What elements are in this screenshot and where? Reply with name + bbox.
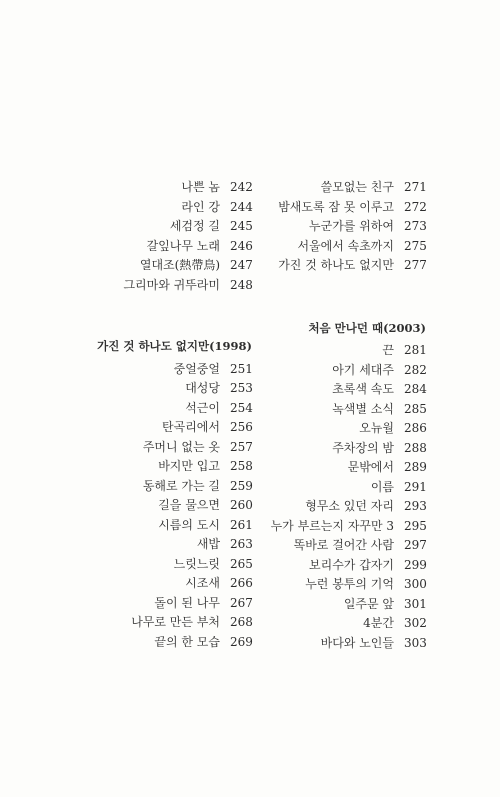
entry-title: 길을 물으면 [158, 498, 220, 512]
toc-entry [206, 634, 426, 654]
entry-title: 이름 [370, 479, 394, 494]
toc-entry [206, 517, 426, 537]
entry-page-number: 295 [404, 518, 427, 533]
toc-right-column [206, 178, 426, 653]
entry-title: 누런 봉투의 기억 [305, 577, 394, 591]
entry-title: 주머니 없는 옷 [142, 439, 220, 454]
entry-page-number: 300 [404, 577, 427, 591]
entry-title: 나쁜 놈 [181, 180, 220, 194]
toc-entry [206, 341, 426, 361]
section-heading: 처음 만나던 때(2003) [308, 320, 426, 335]
section-spacer [206, 276, 426, 319]
entry-page-number: 286 [404, 421, 427, 435]
entry-page-number: 273 [404, 219, 427, 233]
entry-title: 일주문 앞 [343, 596, 394, 611]
entry-title: 누군가를 위하여 [309, 219, 394, 233]
entry-page-number: 272 [404, 199, 427, 214]
toc-entry [206, 217, 426, 237]
entry-page-number: 258 [230, 459, 253, 473]
entry-page-number: 254 [230, 400, 253, 415]
entry-title: 세검정 길 [169, 219, 220, 233]
entry-page-number: 259 [230, 478, 253, 493]
entry-page-number: 248 [230, 277, 253, 292]
entry-page-number: 299 [404, 557, 427, 572]
entry-title: 가진 것 하나도 없지만 [278, 258, 394, 272]
entry-title: 4분간 [363, 616, 394, 630]
entry-page-number: 291 [404, 479, 427, 494]
entry-title: 새밥 [196, 537, 220, 551]
entry-title: 초록색 속도 [332, 382, 394, 396]
entry-page-number: 293 [404, 499, 427, 513]
entry-title: 대성당 [185, 381, 220, 395]
entry-title: 시조새 [185, 576, 220, 590]
entry-page-number: 289 [404, 460, 427, 474]
entry-title: 서울에서 속초까지 [297, 238, 394, 253]
entry-page-number: 257 [230, 439, 253, 454]
entry-page-number: 266 [230, 576, 253, 590]
entry-page-number: 269 [230, 634, 253, 649]
entry-page-number: 277 [404, 258, 427, 272]
entry-title: 밤새도록 잠 못 이루고 [278, 199, 394, 214]
entry-title: 쓸모없는 친구 [320, 180, 394, 194]
entry-title: 석근이 [185, 400, 220, 415]
toc-entry [206, 575, 426, 595]
entry-title: 똑바로 걸어간 사람 [293, 538, 394, 552]
toc-entry [206, 256, 426, 276]
entry-title: 녹색별 소식 [332, 401, 394, 416]
entry-page-number: 285 [404, 401, 427, 416]
entry-title: 끈 [382, 343, 394, 357]
entry-page-number: 261 [230, 517, 253, 532]
toc-entry [206, 178, 426, 198]
entry-page-number: 301 [404, 596, 427, 611]
toc-entry [206, 419, 426, 439]
entry-page-number: 251 [230, 361, 253, 376]
entry-title: 중얼중얼 [173, 361, 220, 376]
entry-page-number: 260 [230, 498, 253, 512]
entry-page-number: 281 [404, 343, 427, 357]
entry-page-number: 247 [230, 258, 253, 272]
entry-page-number: 256 [230, 420, 253, 434]
toc-entry [206, 361, 426, 381]
entry-title: 문밖에서 [347, 460, 394, 474]
entry-title: 주차장의 밤 [332, 440, 394, 455]
entry-page-number: 267 [230, 595, 253, 610]
entry-page-number: 284 [404, 382, 427, 396]
entry-title: 탄곡리에서 [162, 420, 220, 434]
entry-page-number: 263 [230, 537, 253, 551]
entry-title: 바지만 입고 [158, 459, 220, 473]
toc-entry [206, 497, 426, 517]
entry-title: 느릿느릿 [173, 556, 220, 571]
entry-page-number: 303 [404, 635, 427, 650]
toc-entry [206, 400, 426, 420]
entry-title: 열대조(熱帶鳥) [139, 258, 220, 272]
entry-title: 오뉴월 [359, 421, 394, 435]
toc-entry [206, 536, 426, 556]
toc-entry [206, 458, 426, 478]
entry-page-number: 297 [404, 538, 427, 552]
entry-page-number: 242 [230, 180, 253, 194]
entry-title: 바다와 노인들 [320, 635, 394, 650]
entry-page-number: 245 [230, 219, 253, 233]
entry-page-number: 265 [230, 556, 253, 571]
entry-title: 보리수가 갑자기 [309, 557, 394, 572]
entry-page-number: 288 [404, 440, 427, 455]
toc-entry [206, 614, 426, 634]
entry-title: 누가 부르는지 자꾸만 3 [270, 518, 394, 533]
entry-title: 라인 강 [181, 199, 220, 214]
toc-entry [206, 380, 426, 400]
entry-title: 아기 세대주 [332, 362, 394, 377]
toc-entry [206, 198, 426, 218]
entry-page-number: 268 [230, 615, 253, 629]
entry-page-number: 271 [404, 180, 427, 194]
toc-entry [206, 478, 426, 498]
entry-title: 나무로 만든 부처 [131, 615, 220, 629]
entry-title: 그리마와 귀뚜라미 [123, 277, 220, 292]
toc-entry [206, 237, 426, 257]
entry-title: 형무소 있던 자리 [305, 499, 394, 513]
entry-title: 끝의 한 모습 [154, 634, 220, 649]
entry-title: 시름의 도시 [158, 517, 220, 532]
entry-page-number: 275 [404, 238, 427, 253]
entry-title: 갈잎나무 노래 [146, 238, 220, 253]
entry-title: 동해로 가는 길 [142, 478, 220, 493]
entry-page-number: 253 [230, 381, 253, 395]
entry-page-number: 302 [404, 616, 427, 630]
section-heading: 가진 것 하나도 없지만(1998) [97, 339, 252, 353]
toc-entry [206, 595, 426, 615]
toc-entry [206, 556, 426, 576]
entry-page-number: 246 [230, 238, 253, 253]
entry-title: 돌이 된 나무 [154, 595, 220, 610]
toc-entry [206, 439, 426, 459]
entry-page-number: 244 [230, 199, 253, 214]
entry-page-number: 282 [404, 362, 427, 377]
